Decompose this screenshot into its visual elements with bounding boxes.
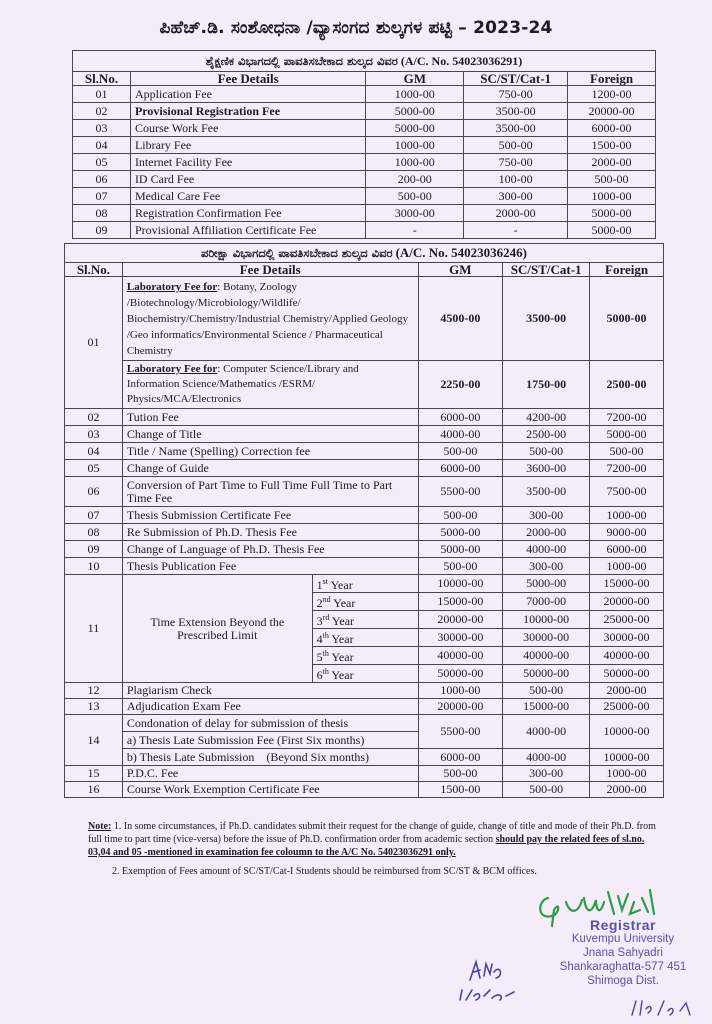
note-label: Note: (88, 821, 112, 832)
row-sl: 13 (65, 699, 123, 715)
row-sl: 08 (65, 524, 123, 541)
cell-sc: 50000-00 (503, 665, 590, 683)
cell-gm: 6000-00 (418, 749, 503, 766)
row-fee-details: Medical Care Fee (130, 188, 365, 205)
cell-foreign: 2500-00 (590, 361, 664, 409)
cell-foreign: 5000-00 (568, 205, 656, 222)
cell-sc: 500-00 (464, 137, 568, 154)
seal-line: Kuvempu University (571, 933, 675, 945)
year-ordinal: th (322, 667, 329, 676)
table-row (65, 361, 664, 409)
cell-gm: - (366, 222, 464, 239)
table2-header (65, 263, 664, 277)
row-fee-details: Course Work Fee (130, 120, 365, 137)
row-sl: 04 (73, 137, 131, 154)
cell-sc: 300-00 (503, 558, 590, 575)
cell-gm: 1000-00 (366, 86, 464, 103)
page-title: ಪಿಹೆಚ್.ಡಿ. ಸಂಶೋಧನಾ /ವ್ಯಾಸಂಗದ ಶುಲ್ಕಗಳ ಪಟ್ಟಿ – 2023-24 (159, 18, 553, 38)
cell-gm: 500-00 (418, 443, 503, 460)
row-sl: 02 (65, 409, 123, 426)
table-row (65, 541, 664, 558)
seal-line: Shankaraghatta-577 451 (559, 961, 687, 973)
table1-header (73, 72, 656, 86)
row-sl: 06 (65, 477, 123, 507)
cell-gm: 5500-00 (418, 715, 503, 749)
cell-foreign: 30000-00 (590, 629, 664, 647)
cell-foreign: 500-00 (590, 443, 664, 460)
initials-signature (450, 950, 530, 1010)
extension-year (312, 611, 418, 629)
cell-sc: 3600-00 (503, 460, 590, 477)
col-header: SC/ST/Cat-1 (464, 72, 568, 86)
cell-gm: 1000-00 (418, 683, 503, 699)
cell-gm: 5000-00 (418, 541, 503, 558)
cell-foreign: 2000-00 (590, 683, 664, 699)
col-header: SC/ST/Cat-1 (503, 263, 590, 277)
table1-caption-account: (A/C. No. 54023036291) (400, 53, 523, 68)
year-number: 3 (316, 614, 323, 628)
row-sl: 01 (73, 86, 131, 103)
cell-foreign: 5000-00 (590, 277, 664, 361)
cell-sc: 3500-00 (464, 120, 568, 137)
col-header: Sl.No. (65, 263, 123, 277)
academic-fee-table (72, 50, 656, 239)
cell-sc: 300-00 (464, 188, 568, 205)
col-header: Foreign (590, 263, 664, 277)
cell-sc: 5000-00 (503, 575, 590, 593)
table-row (65, 749, 664, 766)
table-row (73, 120, 656, 137)
cell-foreign: 1500-00 (568, 137, 656, 154)
note-1-bold: should pay the related fees of sl.no. 03,04 and 05 -mentioned in examination fee coloumn to the A/C No. 54023036291 only. (88, 834, 645, 858)
cell-foreign: 1000-00 (590, 507, 664, 524)
cell-gm: 20000-00 (418, 699, 503, 715)
cell-gm: 2250-00 (418, 361, 503, 409)
cell-gm: 1000-00 (366, 154, 464, 171)
lab-fee-b-label: Laboratory Fee for (126, 363, 218, 375)
row-sl: 05 (65, 460, 123, 477)
cell-foreign: 1000-00 (590, 558, 664, 575)
row-sl: 07 (65, 507, 123, 524)
cell-foreign: 10000-00 (590, 749, 664, 766)
handwritten-date (628, 995, 698, 1021)
cell-sc: 500-00 (503, 443, 590, 460)
cell-gm: 10000-00 (418, 575, 503, 593)
year-label: Year (330, 596, 356, 610)
row-fee-details: Application Fee (130, 86, 365, 103)
cell-sc: 1750-00 (503, 361, 590, 409)
cell-sc: 3500-00 (503, 477, 590, 507)
year-number: 6 (316, 668, 323, 682)
row-fee-details: P.D.C. Fee (122, 766, 418, 782)
row-fee-details: Tution Fee (122, 409, 418, 426)
table-row (73, 171, 656, 188)
cell-gm: 5000-00 (418, 524, 503, 541)
row-fee-details: Change of Language of Ph.D. Thesis Fee (122, 541, 418, 558)
cell-sc: 500-00 (503, 683, 590, 699)
row-sl: 01 (65, 277, 123, 409)
table-row (65, 477, 664, 507)
cell-gm: 3000-00 (366, 205, 464, 222)
cell-foreign: 2000-00 (590, 782, 664, 798)
cell-sc: 2500-00 (503, 426, 590, 443)
table-row (65, 715, 664, 732)
year-label: Year (328, 578, 353, 592)
table-row (65, 683, 664, 699)
cell-foreign: 7200-00 (590, 409, 664, 426)
cell-sc: 10000-00 (503, 611, 590, 629)
table1-caption-kannada: ಶೈಕ್ಷಣಿಕ ವಿಭಾಗದಲ್ಲಿ ಪಾವತಿಸಬೇಕಾದ ಶುಲ್ಕದ ವಿವರ (205, 53, 398, 68)
cell-gm: 1500-00 (418, 782, 503, 798)
cell-sc: 2000-00 (464, 205, 568, 222)
cell-foreign: 9000-00 (590, 524, 664, 541)
year-ordinal: st (322, 577, 329, 586)
cell-gm: 6000-00 (418, 409, 503, 426)
cell-gm: 500-00 (418, 558, 503, 575)
cell-foreign: 1000-00 (568, 188, 656, 205)
cell-gm: 500-00 (418, 507, 503, 524)
cell-foreign: 20000-00 (568, 103, 656, 120)
cell-sc: 100-00 (464, 171, 568, 188)
table-row (73, 205, 656, 222)
row-sl: 03 (73, 120, 131, 137)
cell-foreign: 20000-00 (590, 593, 664, 611)
year-number: 2 (316, 596, 323, 610)
row-sl: 14 (65, 715, 123, 766)
cell-gm: 5500-00 (418, 477, 503, 507)
cell-foreign: 6000-00 (568, 120, 656, 137)
cell-sc: 4000-00 (503, 541, 590, 558)
cell-sc: 300-00 (503, 766, 590, 782)
col-header: Fee Details (122, 263, 418, 277)
cell-gm: 500-00 (366, 188, 464, 205)
cell-foreign: 5000-00 (568, 222, 656, 239)
table-row (65, 782, 664, 798)
cell-foreign: 1000-00 (590, 766, 664, 782)
col-header: GM (366, 72, 464, 86)
year-ordinal: th (322, 649, 329, 658)
year-label: Year (328, 668, 354, 682)
cell-foreign: 1200-00 (568, 86, 656, 103)
table-row (73, 86, 656, 103)
table1-caption (73, 51, 656, 72)
extension-year (312, 575, 418, 593)
cell-foreign: 10000-00 (590, 715, 664, 749)
row-fee-details: Re Submission of Ph.D. Thesis Fee (122, 524, 418, 541)
note-1-text: 1. In some circumstances, if Ph.D. candidates submit their request for the change of guide, change of title and mode of their Ph.D. from full time to part time (vice-versa) before the issue of Ph.D. confirmation order from academic section (88, 821, 656, 845)
year-label: Year (329, 614, 355, 628)
extension-year (312, 629, 418, 647)
cell-gm: 4500-00 (418, 277, 503, 361)
row-fee-details: Change of Guide (122, 460, 418, 477)
notes (88, 820, 668, 878)
row-fee-details: Thesis Publication Fee (122, 558, 418, 575)
delay-heading: Condonation of delay for submission of thesis (122, 715, 418, 732)
table-row (65, 426, 664, 443)
cell-foreign: 15000-00 (590, 575, 664, 593)
row-fee-details: ID Card Fee (130, 171, 365, 188)
row-fee-details: Library Fee (130, 137, 365, 154)
table-row (73, 137, 656, 154)
row-sl: 11 (65, 575, 123, 683)
cell-gm: 30000-00 (418, 629, 503, 647)
col-header: Foreign (568, 72, 656, 86)
table-row (65, 558, 664, 575)
cell-sc: 500-00 (503, 782, 590, 798)
cell-foreign: 7200-00 (590, 460, 664, 477)
cell-sc: 750-00 (464, 154, 568, 171)
cell-sc: 750-00 (464, 86, 568, 103)
lab-fee-b (122, 361, 418, 409)
row-fee-details: Registration Confirmation Fee (130, 205, 365, 222)
seal-line: Shimoga Dist. (587, 975, 659, 987)
cell-sc: 3500-00 (464, 103, 568, 120)
table-row (73, 103, 656, 120)
row-fee-details: Conversion of Part Time to Full Time Full Time to Part Time Fee (122, 477, 418, 507)
table-row (65, 575, 664, 593)
note-2: 2. Exemption of Fees amount of SC/ST/Cat-I Students should be reimbursed from SC/ST & BCM offices. (112, 866, 537, 877)
table-row (73, 154, 656, 171)
row-fee-details: Course Work Exemption Certificate Fee (122, 782, 418, 798)
cell-gm: 50000-00 (418, 665, 503, 683)
row-sl: 07 (73, 188, 131, 205)
row-fee-details: Plagiarism Check (122, 683, 418, 699)
cell-sc: 4000-00 (503, 715, 590, 749)
lab-fee-a (122, 277, 418, 361)
cell-gm: 5000-00 (366, 103, 464, 120)
row-fee-details: Time Extension Beyond the Prescribed Limit (122, 575, 312, 683)
row-sl: 12 (65, 683, 123, 699)
cell-sc: - (464, 222, 568, 239)
row-fee-details: Internet Facility Fee (130, 154, 365, 171)
cell-sc: 2000-00 (503, 524, 590, 541)
table-row (65, 524, 664, 541)
row-sl: 09 (65, 541, 123, 558)
cell-gm: 1000-00 (366, 137, 464, 154)
row-sl: 15 (65, 766, 123, 782)
row-sl: 16 (65, 782, 123, 798)
table2-caption-kannada: ಪರೀಕ್ಷಾ ವಿಭಾಗದಲ್ಲಿ ಪಾವತಿಸಬೇಕಾದ ಶುಲ್ಕದ ವಿವರ (200, 246, 393, 260)
year-label: Year (328, 650, 354, 664)
cell-sc: 15000-00 (503, 699, 590, 715)
cell-foreign: 7500-00 (590, 477, 664, 507)
cell-foreign: 2000-00 (568, 154, 656, 171)
cell-gm: 5000-00 (366, 120, 464, 137)
delay-first-six-months: a) Thesis Late Submission Fee (First Six months) (122, 732, 418, 749)
cell-sc: 40000-00 (503, 647, 590, 665)
table-row (73, 222, 656, 239)
row-fee-details: Change of Title (122, 426, 418, 443)
table-row (73, 188, 656, 205)
year-label: Year (328, 632, 354, 646)
row-fee-details: Thesis Submission Certificate Fee (122, 507, 418, 524)
extension-year (312, 593, 418, 611)
year-number: 4 (316, 632, 323, 646)
examination-fee-table (64, 243, 664, 798)
row-sl: 05 (73, 154, 131, 171)
row-fee-details: Provisional Registration Fee (130, 103, 365, 120)
row-fee-details: Adjudication Exam Fee (122, 699, 418, 715)
table-row (65, 443, 664, 460)
table-row (65, 460, 664, 477)
table-row (65, 699, 664, 715)
row-sl: 06 (73, 171, 131, 188)
year-ordinal: th (322, 631, 329, 640)
row-sl: 08 (73, 205, 131, 222)
year-ordinal: nd (322, 595, 331, 604)
extension-year (312, 647, 418, 665)
cell-gm: 15000-00 (418, 593, 503, 611)
table-row (65, 409, 664, 426)
seal-title: Registrar (590, 917, 656, 933)
cell-sc: 30000-00 (503, 629, 590, 647)
table-row (65, 507, 664, 524)
cell-foreign: 40000-00 (590, 647, 664, 665)
row-sl: 03 (65, 426, 123, 443)
seal-line: Jnana Sahyadri (583, 947, 663, 959)
cell-foreign: 25000-00 (590, 699, 664, 715)
cell-sc: 300-00 (503, 507, 590, 524)
cell-gm: 40000-00 (418, 647, 503, 665)
cell-sc: 3500-00 (503, 277, 590, 361)
delay-beyond-six-months: b) Thesis Late Submission (Beyond Six months) (122, 749, 418, 766)
table-row (65, 277, 664, 361)
col-header: GM (418, 263, 503, 277)
cell-foreign: 6000-00 (590, 541, 664, 558)
year-number: 5 (316, 650, 323, 664)
row-sl: 10 (65, 558, 123, 575)
cell-sc: 7000-00 (503, 593, 590, 611)
col-header: Fee Details (130, 72, 365, 86)
row-fee-details: Provisional Affiliation Certificate Fee (130, 222, 365, 239)
row-sl: 04 (65, 443, 123, 460)
col-header: Sl.No. (73, 72, 131, 86)
row-fee-details: Title / Name (Spelling) Correction fee (122, 443, 418, 460)
cell-foreign: 5000-00 (590, 426, 664, 443)
cell-gm: 200-00 (366, 171, 464, 188)
cell-gm: 4000-00 (418, 426, 503, 443)
table2-caption (65, 244, 664, 263)
row-sl: 09 (73, 222, 131, 239)
cell-gm: 20000-00 (418, 611, 503, 629)
table-row (65, 766, 664, 782)
table2-caption-account: (A/C. No. 54023036246) (395, 245, 528, 260)
lab-fee-a-label: Laboratory Fee for (126, 280, 218, 293)
cell-foreign: 25000-00 (590, 611, 664, 629)
cell-gm: 6000-00 (418, 460, 503, 477)
year-ordinal: rd (322, 613, 330, 622)
year-number: 1 (316, 578, 323, 592)
cell-foreign: 500-00 (568, 171, 656, 188)
cell-sc: 4000-00 (503, 749, 590, 766)
extension-year (312, 665, 418, 683)
cell-foreign: 50000-00 (590, 665, 664, 683)
cell-gm: 500-00 (418, 766, 503, 782)
cell-sc: 4200-00 (503, 409, 590, 426)
row-sl: 02 (73, 103, 131, 120)
registrar-seal (548, 918, 698, 988)
lab-fee-a-text: : Botany, Zoology /Biotechnology/Microbiology/Wildlife/ Biochemistry/Chemistry/Industrial Chemistry/Applied Geology /Geo informatics/Environmental Science / Pharmaceutical Chemistry (126, 280, 408, 357)
lab-fee-b-text: : Computer Science/Library and Information Science/Mathematics /ESRM/ Physics/MCA/Electronics (126, 363, 359, 405)
